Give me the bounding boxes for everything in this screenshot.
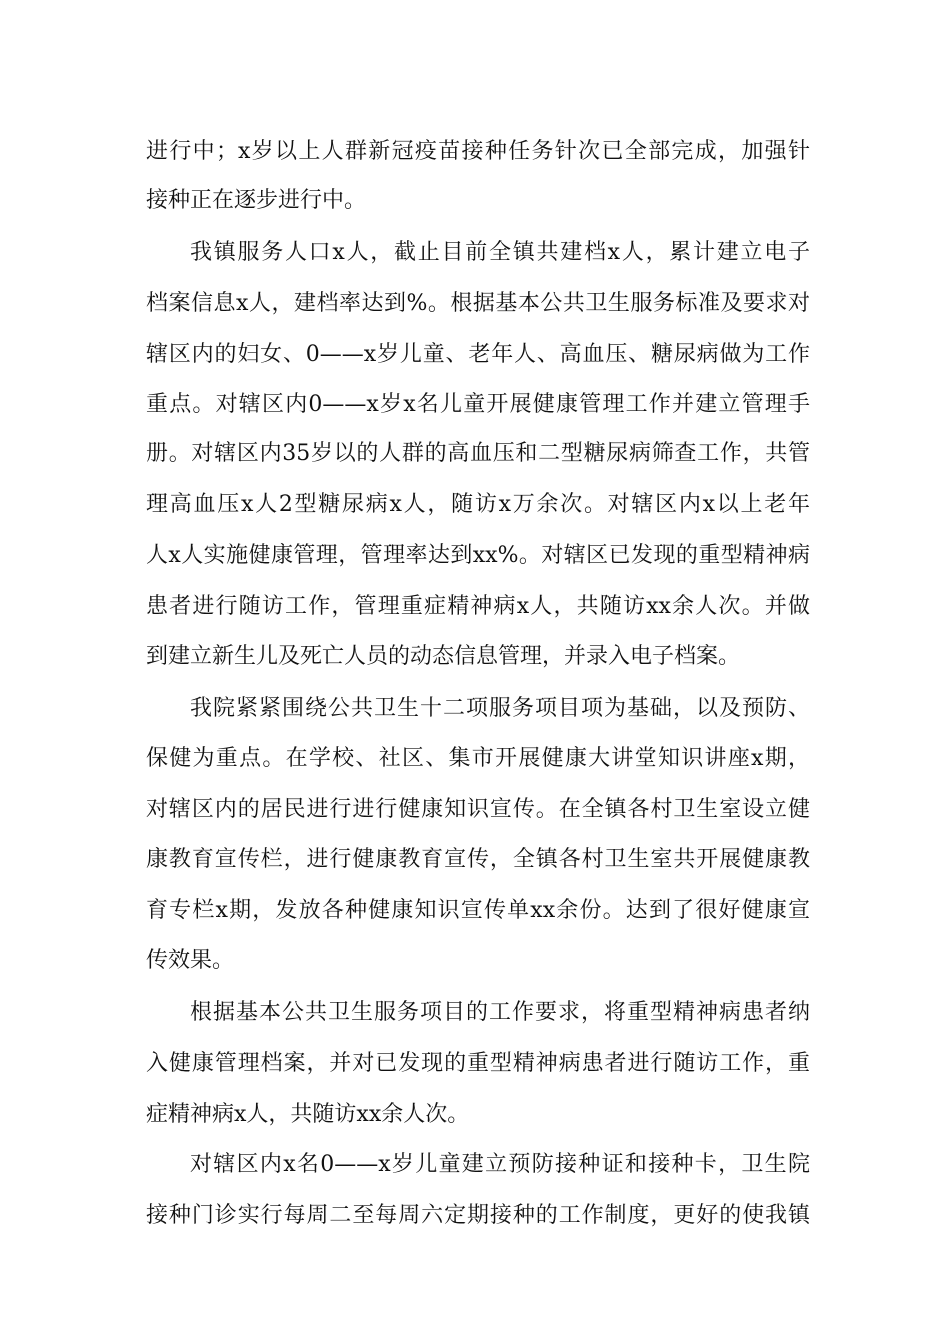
text-line: 康教育宣传栏，进行健康教育宣传，全镇各村卫生室共开展健康教 [146, 847, 810, 872]
text-line: 患者进行随访工作，管理重症精神病x人，共随访xx余人次。并做 [146, 594, 810, 619]
text-line: 根据基本公共卫生服务项目的工作要求，将重型精神病患者纳 [190, 1000, 810, 1025]
text-line: 接种正在逐步进行中。 [146, 188, 367, 213]
text-line: 保健为重点。在学校、社区、集市开展健康大讲堂知识讲座x期， [146, 746, 810, 771]
text-line: 对辖区内x名0——x岁儿童建立预防接种证和接种卡，卫生院 [190, 1152, 810, 1177]
text-line: 症精神病x人，共随访xx余人次。 [146, 1102, 470, 1127]
text-line: 到建立新生儿及死亡人员的动态信息管理，并录入电子档案。 [146, 644, 741, 669]
text-line: 辖区内的妇女、0——x岁儿童、老年人、高血压、糖尿病做为工作 [146, 342, 810, 367]
text-line: 对辖区内的居民进行进行健康知识宣传。在全镇各村卫生室设立健 [146, 797, 810, 822]
text-line: 理高血压x人2型糖尿病x人，随访x万余次。对辖区内x以上老年 [146, 492, 810, 517]
text-line: 育专栏x期，发放各种健康知识宣传单xx余份。达到了很好健康宣 [146, 898, 810, 923]
text-line: 重点。对辖区内0——x岁x名儿童开展健康管理工作并建立管理手 [146, 392, 810, 417]
text-line: 传效果。 [146, 948, 235, 973]
text-line: 入健康管理档案，并对已发现的重型精神病患者进行随访工作，重 [146, 1051, 810, 1076]
text-line: 我镇服务人口x人，截止目前全镇共建档x人，累计建立电子 [190, 240, 810, 265]
text-line: 进行中；x岁以上人群新冠疫苗接种任务针次已全部完成，加强针 [146, 139, 810, 164]
text-line: 册。对辖区内35岁以的人群的高血压和二型糖尿病筛查工作，共管 [146, 441, 810, 466]
text-line: 人x人实施健康管理，管理率达到xx%。对辖区已发现的重型精神病 [146, 543, 810, 568]
text-line: 我院紧紧围绕公共卫生十二项服务项目项为基础，以及预防、 [190, 696, 810, 721]
text-line: 接种门诊实行每周二至每周六定期接种的工作制度，更好的使我镇 [146, 1203, 810, 1228]
text-line: 档案信息x人，建档率达到%。根据基本公共卫生服务标准及要求对 [146, 291, 810, 316]
